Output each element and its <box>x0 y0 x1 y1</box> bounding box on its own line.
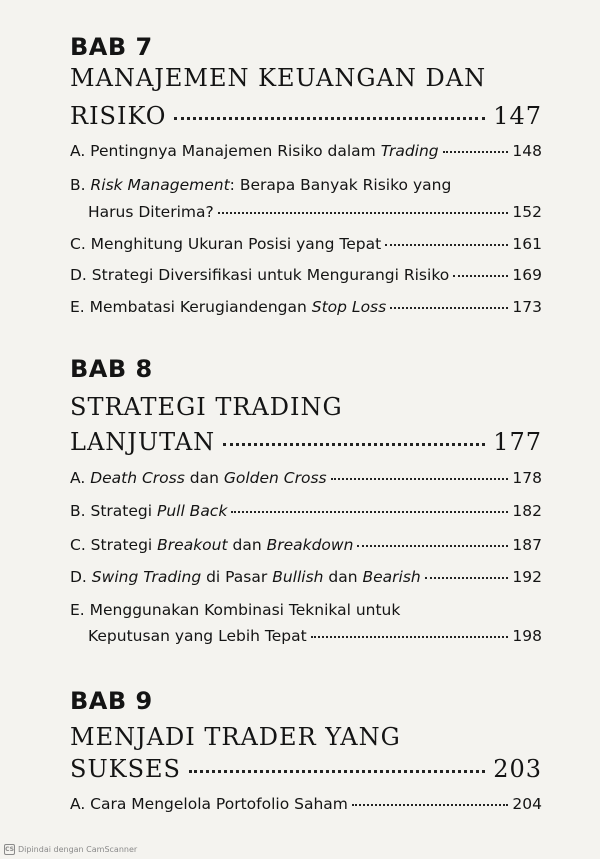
toc-entry-8e-line1: E. Menggunakan Kombinasi Teknikal untuk <box>70 601 401 619</box>
chapter-9-label: BAB 9 <box>70 687 153 715</box>
toc-entry-7b-line1: B. Risk Management: Berapa Banyak Risiko yang <box>70 176 452 194</box>
scanner-text: Dipindai dengan CamScanner <box>18 845 138 854</box>
toc-entry-7c: C. Menghitung Ukuran Posisi yang Tepat 161 <box>70 235 542 253</box>
toc-entry-7e: E. Membatasi Kerugiandengan Stop Loss 173 <box>70 298 542 316</box>
chapter-7-label: BAB 7 <box>70 33 153 61</box>
toc-entry-9a: A. Cara Mengelola Portofolio Saham 204 <box>70 795 542 813</box>
chapter-9-title-line2: SUKSES 203 <box>70 755 542 783</box>
toc-entry-8b: B. Strategi Pull Back 182 <box>70 502 542 520</box>
chapter-7-title-line2: RISIKO 147 <box>70 102 542 130</box>
toc-entry-8c: C. Strategi Breakout dan Breakdown 187 <box>70 536 542 554</box>
chapter-8-label: BAB 8 <box>70 355 153 383</box>
toc-entry-8a: A. Death Cross dan Golden Cross 178 <box>70 469 542 487</box>
chapter-7-page: 147 <box>493 102 542 130</box>
camscanner-logo-icon: CS <box>5 846 14 853</box>
scanner-watermark <box>4 844 137 855</box>
toc-entry-8e-line2: Keputusan yang Lebih Tepat 198 <box>88 627 542 645</box>
chapter-9-page: 203 <box>493 755 542 783</box>
toc-entry-8d: D. Swing Trading di Pasar Bullish dan Bearish 192 <box>70 568 542 586</box>
toc-entry-7b-line2: Harus Diterima? 152 <box>88 203 542 221</box>
chapter-7-title-line1: MANAJEMEN KEUANGAN DAN <box>70 64 487 92</box>
chapter-8-title-line1: STRATEGI TRADING <box>70 393 343 421</box>
chapter-8-page: 177 <box>493 428 542 456</box>
toc-entry-7d: D. Strategi Diversifikasi untuk Mengurangi Risiko 169 <box>70 266 542 284</box>
toc-entry-7a: A. Pentingnya Manajemen Risiko dalam Trading 148 <box>70 142 542 160</box>
chapter-8-title-line2: LANJUTAN 177 <box>70 428 542 456</box>
chapter-9-title-line1: MENJADI TRADER YANG <box>70 723 401 751</box>
